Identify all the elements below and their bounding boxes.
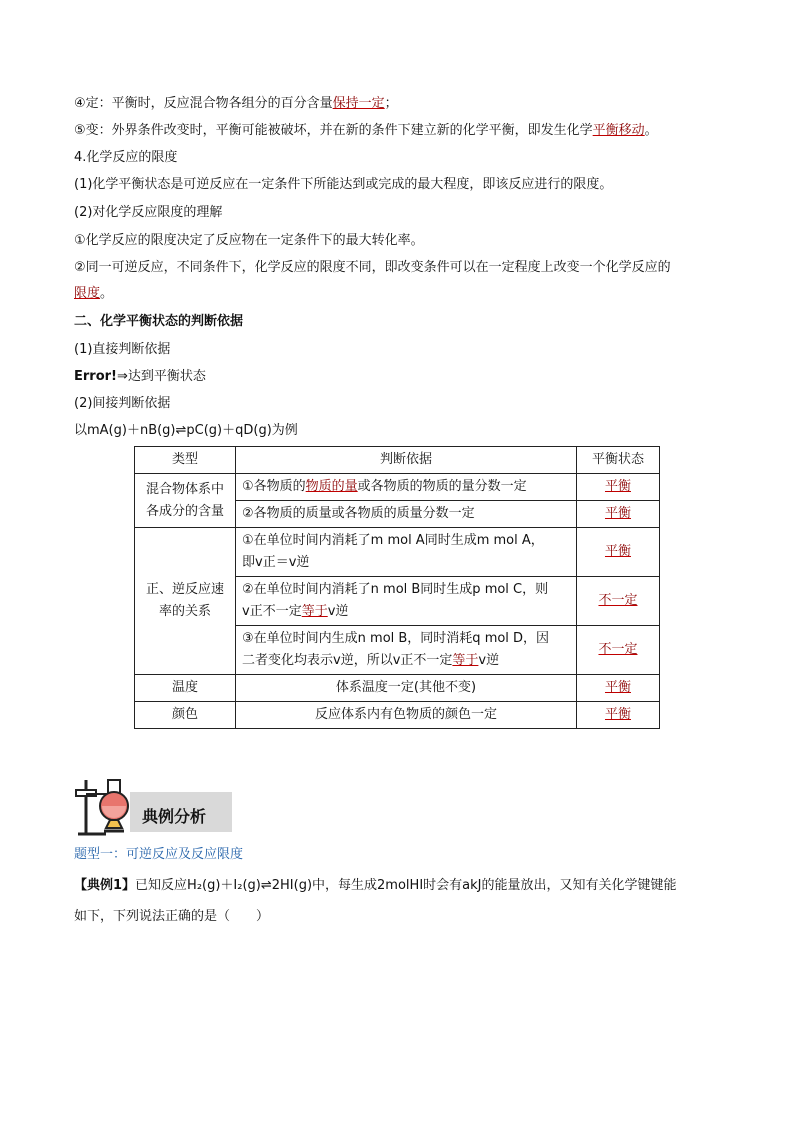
example-equation: 以mA(g)＋nB(g)⇌pC(g)＋qD(g)为例 [74,423,298,438]
table-header: 平衡状态 [577,447,660,474]
table-cell: 体系温度一定(其他不变) [236,675,577,702]
section4-heading: 4.化学反应的限度 [74,150,178,165]
keyword: 平衡移动 [592,123,645,138]
table-cell: ②各物质的质量或各物质的质量分数一定 [236,501,577,528]
keyword: 等于 [452,653,479,668]
state-cell: 不一定 [577,626,660,675]
paragraph: (2)对化学反应限度的理解 [74,205,223,220]
table-row [135,474,660,501]
rule-bian: ⑤变：外界条件改变时，平衡可能被破坏，并在新的条件下建立新的化学平衡，即发生化学平衡移动。 [74,123,658,138]
state-cell: 平衡 [577,675,660,702]
question-line: 如下，下列说法正确的是（ ） [74,909,270,924]
section-heading: 二、化学平衡状态的判断依据 [74,314,244,329]
state-cell: 不一定 [577,577,660,626]
table-header-row [135,447,660,474]
keyword: 物质的量 [305,479,358,494]
table-cell: ①在单位时间内消耗了m mol A同时生成m mol A， 即v正＝v逆 [236,528,577,577]
table-cell: 正、逆反应速率的关系 [135,528,236,675]
question-line: 【典例1】已知反应H₂(g)＋I₂(g)⇌2HI(g)中，每生成2molHI时会有akJ的能量放出，又知有关化学键键能 [74,878,677,893]
paragraph: (1)直接判断依据 [74,342,171,357]
paragraph-end: 限度。 [74,286,114,301]
state-cell: 平衡 [577,702,660,729]
rule-ding: ④定：平衡时，反应混合物各组分的百分含量保持一定； [74,96,398,111]
keyword: 等于 [301,604,328,619]
table-row [135,675,660,702]
keyword: 限度 [74,286,101,301]
paragraph: ①化学反应的限度决定了反应物在一定条件下的最大转化率。 [74,233,424,248]
table-cell: ①各物质的物质的量或各物质的物质的量分数一定 [236,474,577,501]
state-cell: 平衡 [577,528,660,577]
question-type-title: 题型一：可逆反应及反应限度 [74,847,244,862]
lab-flask-icon [74,776,134,838]
table-row [135,528,660,577]
error-line: Error!⇒达到平衡状态 [74,369,206,384]
keyword: 保持一定 [332,96,385,111]
example-banner-title: 典例分析 [142,807,207,826]
table-cell: 颜色 [135,702,236,729]
table-cell: 混合物体系中各成分的含量 [135,474,236,528]
table-cell: ③在单位时间内生成n mol B，同时消耗q mol D，因 二者变化均表示v逆，所以v正不一定等于v逆 [236,626,577,675]
paragraph: (2)间接判断依据 [74,396,171,411]
table-header: 判断依据 [236,447,577,474]
paragraph: (1)化学平衡状态是可逆反应在一定条件下所能达到或完成的最大程度，即该反应进行的限度。 [74,177,613,192]
state-cell: 平衡 [577,474,660,501]
judgment-table [134,446,660,729]
paragraph: ②同一可逆反应，不同条件下，化学反应的限度不同，即改变条件可以在一定程度上改变一个化学反应的 [74,260,671,275]
table-cell: 反应体系内有色物质的颜色一定 [236,702,577,729]
table-cell: ②在单位时间内消耗了n mol B同时生成p mol C，则 v正不一定等于v逆 [236,577,577,626]
table-row [135,702,660,729]
table-cell: 温度 [135,675,236,702]
table-header: 类型 [135,447,236,474]
state-cell: 平衡 [577,501,660,528]
